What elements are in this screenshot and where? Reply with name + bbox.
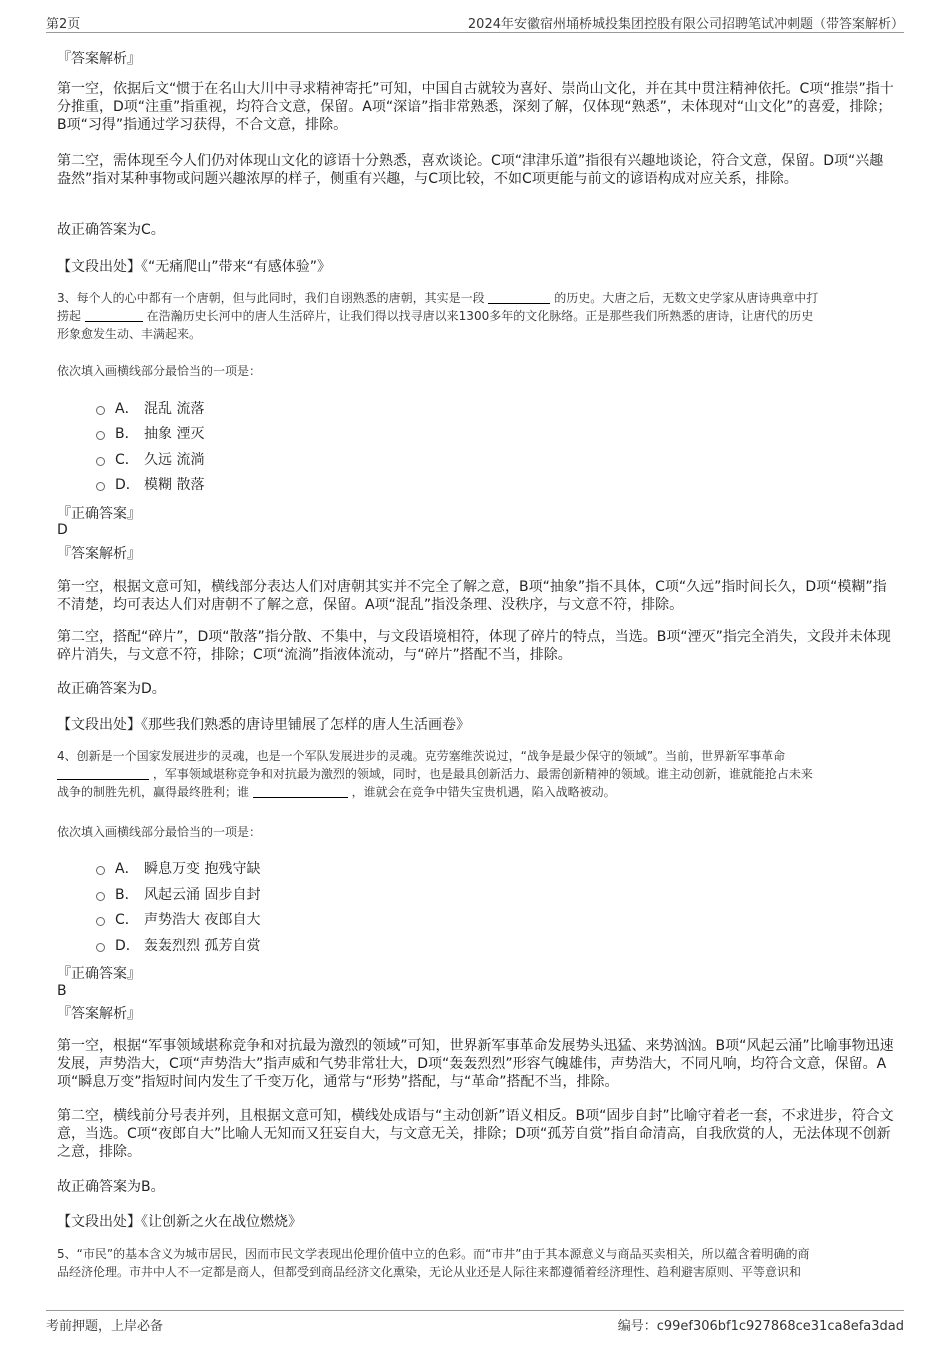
q4-option-b[interactable] bbox=[96, 884, 260, 904]
radio-icon[interactable] bbox=[96, 866, 105, 875]
q3-option-a[interactable] bbox=[96, 398, 204, 418]
option-text: 久远 流淌 bbox=[144, 452, 205, 468]
q4-correct-label: 『正确答案』 bbox=[57, 966, 141, 982]
radio-icon[interactable] bbox=[96, 943, 105, 952]
q5-stem-line2: 品经济伦理。市井中人不一定都是商人，但都受到商品经济文化熏染，无论从业还是人际往来都遵循着经济理性、趋利避害原则、平等意识和 bbox=[57, 1265, 802, 1279]
q4-stem-part2: ，军事领域堪称竞争和对抗最为激烈的领域，同时，也是最具创新活力、最需创新精神的领域。谁主动创新，谁就能抢占未来 bbox=[152, 767, 813, 781]
q3-option-c[interactable] bbox=[96, 449, 204, 469]
radio-icon[interactable] bbox=[96, 892, 105, 901]
q3-option-d[interactable] bbox=[96, 474, 204, 494]
q4-blank-1 bbox=[57, 767, 149, 780]
option-text: 风起云涌 固步自封 bbox=[144, 887, 261, 903]
radio-icon[interactable] bbox=[96, 482, 105, 491]
option-text: 混乱 流落 bbox=[144, 401, 205, 417]
page-footer bbox=[46, 1310, 904, 1335]
q3-correct-answer: D bbox=[57, 522, 68, 538]
q3-conclusion: 故正确答案为D。 bbox=[57, 681, 166, 697]
q4-stem bbox=[57, 747, 895, 801]
option-letter: A． bbox=[115, 401, 139, 417]
q2-source: 【文段出处】《“无痛爬山”带来“有感体验”》 bbox=[57, 259, 332, 275]
q4-blank-2 bbox=[253, 785, 348, 798]
footer-serial-number: 编号：c99ef306bf1c927868ce31ca8efa3dad bbox=[617, 1319, 904, 1334]
q4-analysis-p2: 第二空，横线前分号表并列，且根据文意可知，横线处成语与“主动创新”语义相反。B项“固步自封”比喻守着老一套，不求进步，符合文意，当选。C项“夜郎自大”比喻人无知而又狂妄自大，与文意无关，排除；D项“孤芳自赏”指自命清高，自我欣赏的人，无法体现不创新之意，排除。 bbox=[57, 1108, 894, 1160]
q2-analysis-label: 『答案解析』 bbox=[57, 51, 141, 67]
q4-conclusion: 故正确答案为B。 bbox=[57, 1179, 165, 1195]
document-title: 2024年安徽宿州埇桥城投集团控股有限公司招聘笔试冲刺题（带答案解析） bbox=[467, 17, 904, 32]
footer-slogan: 考前押题，上岸必备 bbox=[46, 1319, 164, 1334]
option-letter: C． bbox=[115, 912, 139, 928]
q5-stem-line1: 5、“市民”的基本含义为城市居民，因而市民文学表现出伦理价值中立的色彩。而“市井”由于其本源意义与商品买卖相关，所以蕴含着明确的商 bbox=[57, 1247, 810, 1261]
q3-analysis-p1: 第一空，根据文意可知，横线部分表达人们对唐朝其实并不完全了解之意，B项“抽象”指不具体，C项“久远”指时间长久，D项“模糊”指不清楚，均可表达人们对唐朝不了解之意，保留。A项“混乱”指没条理、没秩序，与文意不符，排除。 bbox=[57, 579, 887, 613]
option-letter: C． bbox=[115, 452, 139, 468]
option-letter: B． bbox=[115, 426, 139, 442]
radio-icon[interactable] bbox=[96, 406, 105, 415]
radio-icon[interactable] bbox=[96, 917, 105, 926]
option-text: 轰轰烈烈 孤芳自赏 bbox=[144, 938, 261, 954]
q3-analysis-p2: 第二空，搭配“碎片”，D项“散落”指分散、不集中，与文段语境相符，体现了碎片的特点，当选。B项“湮灭”指完全消失，文段并未体现碎片消失，与文意不符，排除；C项“流淌”指液体流动，与“碎片”搭配不当，排除。 bbox=[57, 629, 891, 663]
option-letter: B． bbox=[115, 887, 139, 903]
q4-analysis-p1: 第一空，根据“军事领域堪称竞争和对抗最为激烈的领域”可知，世界新军事革命发展势头迅猛、来势汹汹。B项“风起云涌”比喻事物迅速发展，声势浩大，C项“声势浩大”指声威和气势非常壮大，D项“轰轰烈烈”形容气魄雄伟，声势浩大，不同凡响，均符合文意，保留。A项“瞬息万变”指短时间内发生了千变万化，通常与“形势”搭配，与“革命”搭配不当，排除。 bbox=[57, 1038, 894, 1090]
q3-stem-part4: 在浩瀚历史长河中的唐人生活碎片，让我们得以找寻唐以来1300多年的文化脉络。正是那些我们所熟悉的唐诗，让唐代的历史 bbox=[146, 309, 814, 323]
q4-analysis-label: 『答案解析』 bbox=[57, 1006, 141, 1022]
q3-stem bbox=[57, 289, 895, 343]
option-text: 模糊 散落 bbox=[144, 477, 205, 493]
q3-stem-part1: 3、每个人的心中都有一个唐朝，但与此同时，我们自诩熟悉的唐朝，其实是一段 bbox=[57, 291, 485, 305]
q3-instruction: 依次填入画横线部分最恰当的一项是： bbox=[57, 364, 262, 378]
q4-source: 【文段出处】《让创新之火在战位燃烧》 bbox=[57, 1214, 302, 1230]
q4-stem-part4: ，谁就会在竞争中错失宝贵机遇，陷入战略被动。 bbox=[351, 785, 616, 799]
q3-correct-label: 『正确答案』 bbox=[57, 506, 141, 522]
q4-option-a[interactable] bbox=[96, 858, 260, 878]
radio-icon[interactable] bbox=[96, 431, 105, 440]
q2-analysis-p1: 第一空，依据后文“惯于在名山大川中寻求精神寄托”可知，中国自古就较为喜好、崇尚山文化，并在其中贯注精神依托。C项“推崇”指十分推重，D项“注重”指重视，均符合文意，保留。A项“深谙”指非常熟悉，深刻了解，仅体现“熟悉”，未体现对“山文化”的喜爱，排除；B项“习得”指通过学习获得，不合文意，排除。 bbox=[57, 81, 894, 133]
q5-stem bbox=[57, 1245, 895, 1281]
q4-instruction: 依次填入画横线部分最恰当的一项是： bbox=[57, 825, 262, 839]
option-text: 声势浩大 夜郎自大 bbox=[144, 912, 261, 928]
q3-option-b[interactable] bbox=[96, 423, 204, 443]
q2-analysis-p2: 第二空，需体现至今人们仍对体现山文化的谚语十分熟悉，喜欢谈论。C项“津津乐道”指很有兴趣地谈论，符合文意，保留。D项“兴趣盎然”指对某种事物或问题兴趣浓厚的样子，侧重有兴趣，与C项比较，不如C项更能与前文的谚语构成对应关系，排除。 bbox=[57, 153, 884, 187]
radio-icon[interactable] bbox=[96, 457, 105, 466]
page-header bbox=[46, 10, 904, 33]
option-text: 瞬息万变 抱残守缺 bbox=[144, 861, 261, 877]
q4-option-d[interactable] bbox=[96, 935, 260, 955]
q3-source: 【文段出处】《那些我们熟悉的唐诗里铺展了怎样的唐人生活画卷》 bbox=[57, 717, 470, 733]
option-letter: D． bbox=[115, 477, 140, 493]
q3-stem-part3: 捞起 bbox=[57, 309, 82, 323]
q4-stem-part3: 战争的制胜先机，赢得最终胜利；谁 bbox=[57, 785, 250, 799]
q4-stem-part1: 4、创新是一个国家发展进步的灵魂，也是一个军队发展进步的灵魂。克劳塞维茨说过，“战争是最少保守的领域”。当前，世界新军事革命 bbox=[57, 749, 786, 763]
page-number: 第2页 bbox=[46, 17, 81, 32]
option-text: 抽象 湮灭 bbox=[144, 426, 205, 442]
option-letter: A． bbox=[115, 861, 139, 877]
q4-option-c[interactable] bbox=[96, 909, 260, 929]
q3-stem-part5: 形象愈发生动、丰满起来。 bbox=[57, 327, 202, 341]
q3-stem-part2: 的历史。大唐之后，无数文史学家从唐诗典章中打 bbox=[554, 291, 819, 305]
q3-blank-2 bbox=[85, 309, 143, 322]
q4-correct-answer: B bbox=[57, 983, 67, 999]
q3-blank-1 bbox=[488, 291, 550, 304]
option-letter: D． bbox=[115, 938, 140, 954]
q2-conclusion: 故正确答案为C。 bbox=[57, 222, 165, 238]
q3-analysis-label: 『答案解析』 bbox=[57, 546, 141, 562]
